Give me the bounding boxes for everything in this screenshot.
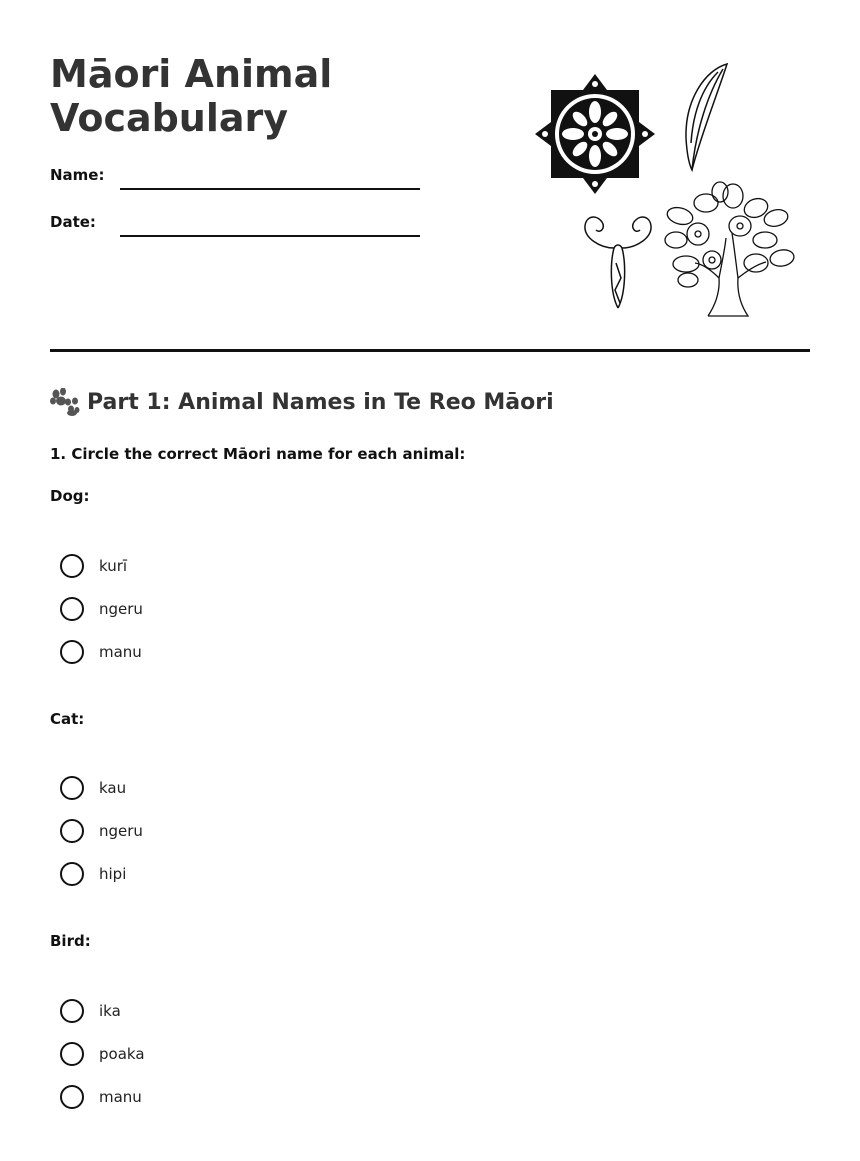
date-label: Date:: [50, 213, 96, 231]
question-label-cat: Cat:: [50, 710, 85, 728]
radio-circle-icon[interactable]: [60, 862, 84, 886]
option-text: hipi: [99, 865, 127, 883]
option-text: ika: [99, 1002, 121, 1020]
title-line-1: Māori Animal: [50, 52, 333, 96]
name-write-line[interactable]: [120, 188, 420, 190]
option-dog-1[interactable]: [60, 553, 127, 579]
option-bird-2[interactable]: [60, 1041, 145, 1067]
name-label: Name:: [50, 166, 105, 184]
header-divider: [50, 349, 810, 352]
radio-circle-icon[interactable]: [60, 776, 84, 800]
radio-circle-icon[interactable]: [60, 640, 84, 664]
date-field: [50, 207, 420, 237]
koru-figure-icon: [585, 217, 651, 308]
option-bird-1[interactable]: [60, 998, 121, 1024]
title-line-2: Vocabulary: [50, 96, 289, 140]
option-cat-2[interactable]: [60, 818, 143, 844]
instruction-text: 1. Circle the correct Māori name for each animal:: [50, 445, 466, 463]
maori-decoration-illustrations: [530, 58, 800, 323]
option-text: manu: [99, 643, 142, 661]
radio-circle-icon[interactable]: [60, 554, 84, 578]
radio-circle-icon[interactable]: [60, 597, 84, 621]
section-heading: [50, 388, 554, 416]
option-text: ngeru: [99, 600, 143, 618]
option-text: ngeru: [99, 822, 143, 840]
option-text: kurī: [99, 557, 128, 575]
option-cat-1[interactable]: [60, 775, 126, 801]
radio-circle-icon[interactable]: [60, 819, 84, 843]
radio-circle-icon[interactable]: [60, 1042, 84, 1066]
question-label-bird: Bird:: [50, 932, 91, 950]
option-text: kau: [99, 779, 127, 797]
option-text: poaka: [99, 1045, 145, 1063]
radio-circle-icon[interactable]: [60, 999, 84, 1023]
option-cat-3[interactable]: [60, 861, 126, 887]
paw-icon: [50, 388, 80, 416]
option-dog-3[interactable]: [60, 639, 142, 665]
section-heading-text: Part 1: Animal Names in Te Reo Māori: [87, 389, 554, 415]
option-dog-2[interactable]: [60, 596, 143, 622]
option-bird-3[interactable]: [60, 1084, 142, 1110]
option-text: manu: [99, 1088, 142, 1106]
feather-icon: [686, 64, 727, 170]
tree-icon: [665, 182, 795, 316]
radio-circle-icon[interactable]: [60, 1085, 84, 1109]
name-field: [50, 160, 420, 190]
date-write-line[interactable]: [120, 235, 420, 237]
question-label-dog: Dog:: [50, 487, 90, 505]
page-title: [50, 52, 430, 140]
koru-rosette-icon: [535, 74, 655, 194]
